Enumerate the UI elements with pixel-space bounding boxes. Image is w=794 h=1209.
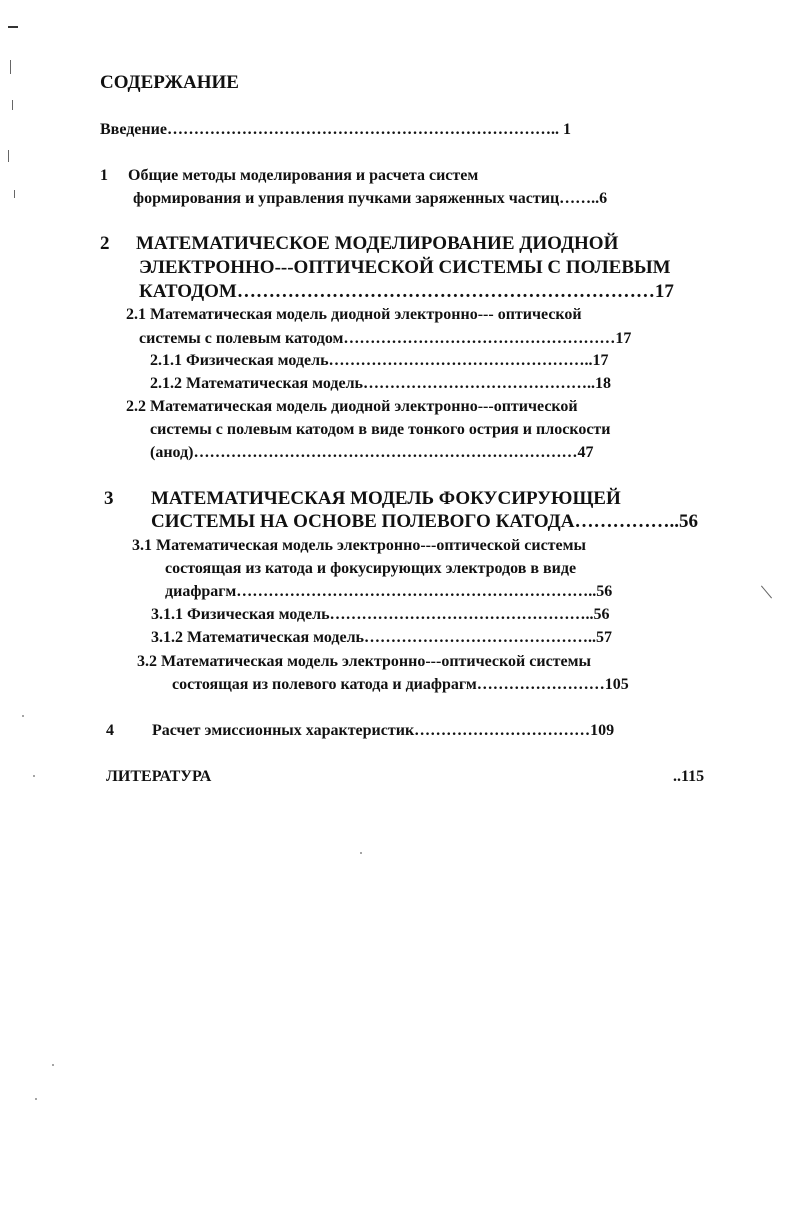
toc-entry-s1-cont[interactable]: формирования и управления пучками заряженных частиц……..6 bbox=[133, 190, 608, 207]
toc-entry-s3-1[interactable]: 3.1 Математическая модель электронно---оптической системы bbox=[132, 537, 587, 554]
toc-entry-s2[interactable]: МАТЕМАТИЧЕСКОЕ МОДЕЛИРОВАНИЕ ДИОДНОЙ bbox=[136, 233, 619, 254]
scan-mark bbox=[14, 190, 15, 198]
toc-entry-literature[interactable]: ЛИТЕРАТУРА bbox=[106, 768, 212, 785]
toc-entry-s3-1-cont[interactable]: диафрагм…………………………………………………………..56 bbox=[165, 583, 613, 600]
toc-entry-s1[interactable]: Общие методы моделирования и расчета систем bbox=[128, 167, 479, 184]
scan-mark bbox=[12, 100, 13, 110]
toc-section-number: 2 bbox=[100, 233, 110, 254]
toc-entry-s3-1-2[interactable]: 3.1.2 Математическая модель……………………………………..57 bbox=[151, 629, 613, 646]
scan-speck bbox=[52, 1064, 54, 1066]
scan-mark bbox=[8, 26, 18, 28]
scan-speck bbox=[33, 775, 35, 777]
scan-mark bbox=[761, 586, 772, 599]
toc-section-number: 1 bbox=[100, 167, 108, 184]
scan-mark bbox=[8, 150, 9, 162]
scan-speck bbox=[22, 715, 24, 717]
toc-entry-s3-1-cont[interactable]: состоящая из катода и фокусирующих электродов в виде bbox=[165, 560, 577, 577]
toc-entry-s3-1-1[interactable]: 3.1.1 Физическая модель…………………………………………..56 bbox=[151, 606, 610, 623]
scan-mark bbox=[10, 60, 11, 74]
toc-entry-s3-2[interactable]: 3.2 Математическая модель электронно---оптической системы bbox=[137, 653, 592, 670]
toc-entry-s2-1-1[interactable]: 2.1.1 Физическая модель…………………………………………..17 bbox=[150, 352, 609, 369]
toc-entry-s2-1-cont[interactable]: системы с полевым катодом……………………………………………17 bbox=[139, 330, 632, 347]
toc-entry-intro[interactable]: Введение……………………………………………………………….. 1 bbox=[100, 121, 571, 138]
toc-entry-s2-cont[interactable]: ЭЛЕКТРОННО---ОПТИЧЕСКОЙ СИСТЕМЫ С ПОЛЕВЫМ bbox=[139, 257, 671, 278]
toc-entry-s2-2-cont[interactable]: (анод)………………………………………………………………47 bbox=[150, 444, 594, 461]
toc-entry-s3-2-cont[interactable]: состоящая из полевого катода и диафрагм……………………105 bbox=[172, 676, 629, 693]
toc-entry-literature-page: ..115 bbox=[673, 768, 705, 785]
toc-entry-s3-cont[interactable]: СИСТЕМЫ НА ОСНОВЕ ПОЛЕВОГО КАТОДА……………..56 bbox=[151, 511, 698, 532]
page-title: СОДЕРЖАНИЕ bbox=[100, 72, 239, 93]
toc-section-number: 3 bbox=[104, 488, 114, 509]
toc-entry-s2-2-cont[interactable]: системы с полевым катодом в виде тонкого острия и плоскости bbox=[150, 421, 611, 438]
toc-entry-s2-1[interactable]: 2.1 Математическая модель диодной электронно--- оптической bbox=[126, 306, 582, 323]
toc-entry-s2-2[interactable]: 2.2 Математическая модель диодной электронно---оптической bbox=[126, 398, 578, 415]
toc-entry-s2-1-2[interactable]: 2.1.2 Математическая модель……………………………………..18 bbox=[150, 375, 612, 392]
toc-entry-s2-cont[interactable]: КАТОДОМ…………………………………………………………17 bbox=[139, 281, 674, 302]
scan-speck bbox=[35, 1098, 37, 1100]
toc-entry-s3[interactable]: МАТЕМАТИЧЕСКАЯ МОДЕЛЬ ФОКУСИРУЮЩЕЙ bbox=[151, 488, 621, 509]
toc-entry-s4[interactable]: Расчет эмиссионных характеристик……………………………109 bbox=[152, 722, 615, 739]
scan-speck bbox=[360, 852, 362, 854]
toc-section-number: 4 bbox=[106, 722, 114, 739]
